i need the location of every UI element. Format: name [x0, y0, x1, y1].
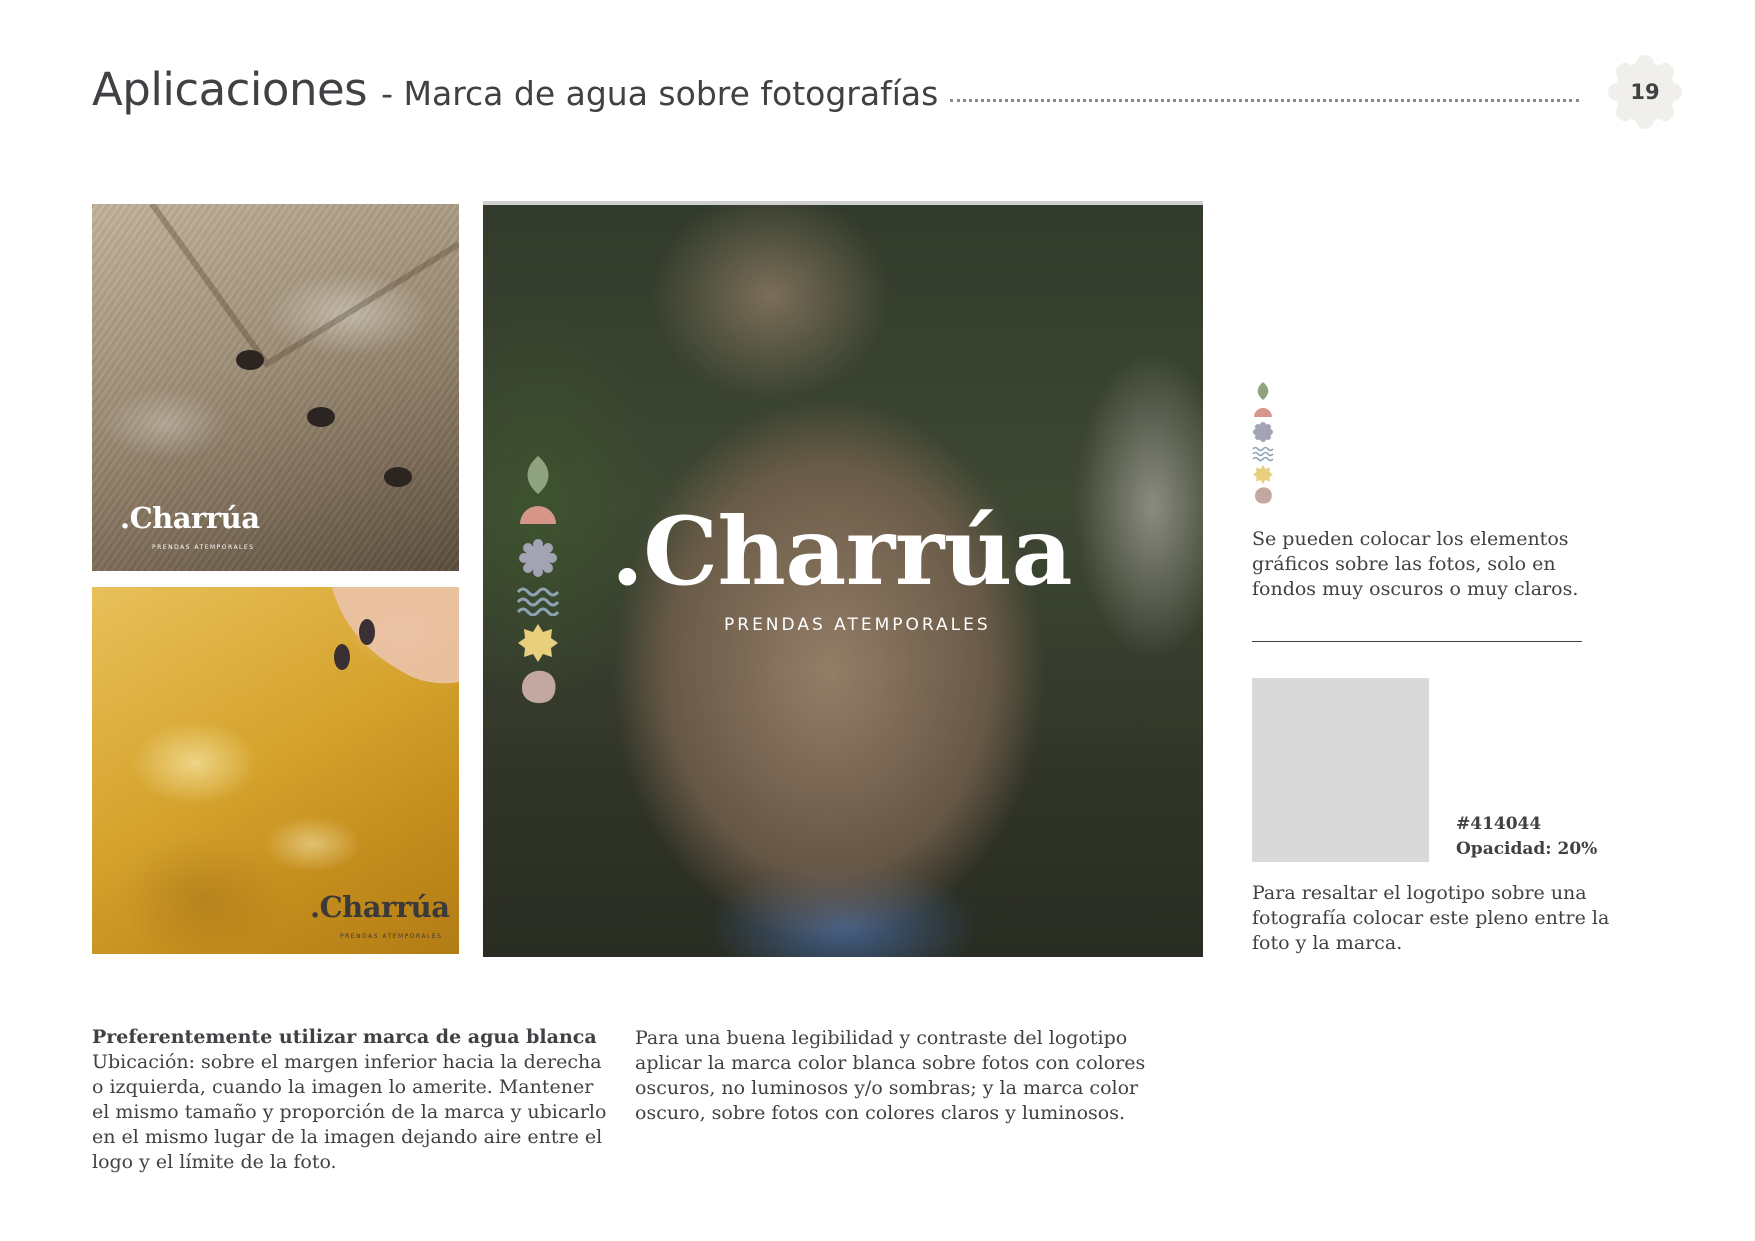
placement-heading: Preferentemente utilizar marca de agua blanca — [92, 1026, 597, 1048]
graphic-elements-legend — [1252, 380, 1274, 506]
watermark-logo: .Charrúa — [310, 890, 450, 924]
leaf-icon — [1252, 380, 1274, 401]
photo-yellow-sweater — [92, 587, 459, 954]
graphic-elements-column — [516, 452, 560, 706]
overlay-color-swatch — [1252, 678, 1429, 862]
flower-icon — [1252, 422, 1274, 443]
page-title: Aplicaciones — [92, 63, 368, 116]
flower-icon — [516, 538, 560, 578]
watermark-placement-text — [92, 1025, 612, 1175]
legibility-text: Para una buena legibilidad y contraste del logotipo aplicar la marca color blanca sobre fotos con colores oscuros, no luminosos y/o sombras; y la marca color oscuro, sobre fotos con colores claros y luminosos. — [635, 1027, 1146, 1124]
watermark-tagline-main: PRENDAS ATEMPORALES — [724, 615, 991, 635]
waves-icon — [1252, 443, 1274, 464]
watermark-logo: .Charrúa — [120, 501, 260, 535]
placement-body: Ubicación: sobre el margen inferior hacia la derecha o izquierda, cuando la imagen lo amerite. Mantener el mismo tamaño y proporción de la marca y ubicarlo en el mismo lugar de la imagen dejando aire entre el logo y el límite de la foto. — [92, 1051, 607, 1173]
swatch-hex: #414044 — [1456, 814, 1542, 834]
page-number-badge — [1608, 55, 1682, 129]
half-circle-icon — [516, 498, 560, 532]
leaf-icon — [516, 452, 560, 496]
sun-icon — [1252, 464, 1274, 485]
waves-icon — [516, 582, 560, 616]
overlay-note: Para resaltar el logotipo sobre una fotografía colocar este pleno entre la foto y la marca. — [1252, 882, 1610, 954]
swatch-specs — [1456, 812, 1597, 862]
pebble-icon — [516, 666, 560, 706]
photo-cardigan — [92, 204, 459, 571]
photo-main-model — [483, 201, 1203, 957]
pebble-icon — [1252, 485, 1274, 506]
swatch-opacity: Opacidad: 20% — [1456, 839, 1598, 859]
half-circle-icon — [1252, 401, 1274, 422]
graphic-elements-note: Se pueden colocar los elementos gráficos sobre las fotos, solo en fondos muy oscuros o muy claros. — [1252, 528, 1579, 600]
page-subtitle: - Marca de agua sobre fotografías — [381, 74, 939, 114]
page-number: 19 — [1630, 80, 1660, 104]
page-header — [92, 52, 1597, 116]
watermark-logo-main: .Charrúa — [611, 497, 1073, 607]
sun-icon — [516, 622, 560, 662]
watermark-tagline: PRENDAS ATEMPORALES — [340, 933, 443, 940]
dotted-leader — [950, 99, 1579, 102]
watermark-tagline: PRENDAS ATEMPORALES — [152, 544, 255, 551]
divider — [1252, 641, 1582, 642]
